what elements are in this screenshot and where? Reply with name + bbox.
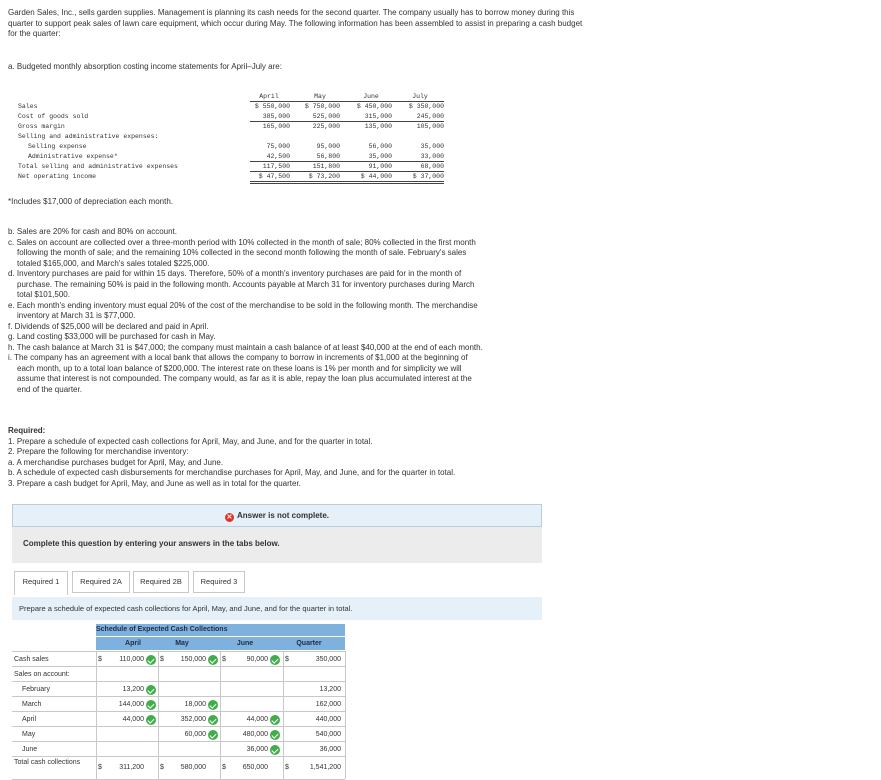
col-header-quarter: Quarter: [296, 640, 322, 647]
is-header-april: April: [259, 93, 279, 100]
tab-required-2a[interactable]: Required 2A: [72, 571, 130, 593]
dollar-sign: $: [222, 656, 226, 663]
item-line: assume that interest is not compounded. The company would, as far as it is able, repay the loan plus accumulated interest at the: [17, 374, 472, 383]
check-icon: [270, 745, 280, 755]
is-cell: $ 44,000: [360, 173, 392, 180]
is-row-label: Administrative expense*: [28, 153, 118, 160]
input-cash-sales-june[interactable]: 90,000: [246, 656, 268, 663]
check-icon: [146, 655, 156, 665]
is-row-label: Gross margin: [18, 123, 65, 130]
input-april-may[interactable]: 352,000: [180, 716, 206, 723]
required-line: b. A schedule of expected cash disbursements for merchandise purchases for April, May, and June, and for the quarter in total.: [8, 468, 456, 477]
dollar-sign: $: [98, 764, 102, 771]
is-header-july: July: [412, 93, 428, 100]
input-may-june[interactable]: 480,000: [242, 731, 268, 738]
is-cell: 95,000: [316, 143, 340, 150]
is-cell: $ 450,000: [356, 103, 392, 110]
instruction-bar: [12, 597, 542, 620]
is-cell: 385,000: [262, 113, 290, 120]
input-cash-sales-april[interactable]: 110,000: [119, 656, 144, 663]
is-cell: 225,000: [312, 123, 340, 130]
is-cell: 33,000: [420, 153, 444, 160]
schedule-table: [12, 624, 345, 780]
item-line: purchase. The remaining 50% is paid in the following month. Accounts payable at March 31 for inventory purchases during March: [17, 279, 475, 289]
row-label-may: May: [22, 731, 36, 738]
row-label-total: Total cash collections: [14, 759, 81, 766]
item-line: total $101,500.: [17, 290, 70, 299]
required-heading: Required:: [8, 426, 46, 435]
is-cell: 315,000: [364, 113, 392, 120]
required-section: [8, 426, 598, 489]
item-line: totaled $165,000, and March's sales totaled $225,000.: [17, 258, 210, 268]
error-icon: ✕: [226, 514, 233, 521]
dollar-sign: $: [160, 656, 164, 663]
is-cell: 135,000: [364, 123, 392, 130]
total-quarter: 1,541,200: [309, 764, 341, 771]
input-may-may[interactable]: 60,000: [184, 731, 206, 738]
is-row-label: Cost of goods sold: [18, 113, 89, 120]
input-june-june[interactable]: 36,000: [246, 746, 268, 753]
tab-required-2b[interactable]: Required 2B: [133, 571, 189, 593]
item-line: b. Sales are 20% for cash and 80% on account.: [8, 227, 177, 236]
april-quarter: 440,000: [315, 716, 341, 723]
june-quarter: 36,000: [319, 746, 341, 753]
is-cell: 151,800: [312, 163, 340, 170]
is-cell: 68,000: [420, 163, 444, 170]
item-line: i. The company has an agreement with a local bank that allows the company to borrow in increments of $1,000 at the beginning of: [8, 353, 468, 362]
row-label-march: March: [22, 701, 42, 708]
tab-required-1[interactable]: Required 1: [14, 571, 68, 595]
instruction-text: Prepare a schedule of expected cash collections for April, May, and June, and for the quarter in total.: [19, 604, 353, 613]
footnote: *Includes $17,000 of depreciation each month.: [8, 197, 174, 206]
item-line: inventory at March 31 is $77,000.: [17, 311, 136, 320]
item-line: end of the quarter.: [17, 384, 82, 394]
is-cell: 105,000: [416, 123, 444, 130]
is-cell: 525,000: [312, 113, 340, 120]
is-cell: 56,800: [316, 153, 340, 160]
check-icon: [270, 715, 280, 725]
required-line: 2. Prepare the following for merchandise inventory:: [8, 447, 189, 456]
is-cell: $ 73,200: [308, 173, 340, 180]
is-cell: 165,000: [262, 123, 290, 130]
is-cell: $ 750,000: [304, 103, 340, 110]
is-row-label: Net operating income: [18, 173, 97, 180]
item-line: e. Each month's ending inventory must equal 20% of the cost of the merchandise to be sold in the following month. The merchandise: [8, 300, 478, 310]
complete-message-box: [12, 527, 542, 563]
input-april-april[interactable]: 44,000: [122, 716, 144, 723]
is-cell: 75,000: [266, 143, 290, 150]
item-line: d. Inventory purchases are paid for within 15 days. Therefore, 50% of a month's inventory purchases are paid for in the month of: [8, 269, 462, 278]
may-quarter: 540,000: [315, 731, 341, 738]
input-march-april[interactable]: 144,000: [118, 701, 144, 708]
income-statement: [14, 92, 444, 182]
input-march-may[interactable]: 18,000: [184, 701, 206, 708]
total-april: 311,200: [119, 764, 144, 771]
item-line: h. The cash balance at March 31 is $47,000; the company must maintain a cash balance of at least $40,000 at the end of each month.: [8, 342, 483, 352]
is-header-may: May: [314, 93, 326, 100]
col-header-june: June: [236, 640, 254, 647]
status-banner: [12, 504, 542, 527]
february-quarter: 13,200: [319, 686, 341, 693]
check-icon: [208, 655, 218, 665]
item-line: g. Land costing $33,000 will be purchased for cash in May.: [8, 332, 216, 341]
input-february-april[interactable]: 13,200: [122, 686, 144, 693]
row-label-cash-sales: Cash sales: [14, 656, 49, 663]
is-cell: $ 47,500: [258, 173, 290, 180]
col-header-april: April: [125, 640, 141, 647]
problem-intro: Garden Sales, Inc., sells garden supplies. Management is planning its cash needs for the second quarter. The company usually has to borrow money during this quarter to support peak sales of lawn care equipment, which occur during May. The following information has been assembled to assist in preparing a cash budget for the quarter:: [8, 8, 583, 38]
check-icon: [270, 730, 280, 740]
complete-message: Complete this question by entering your answers in the tabs below.: [23, 539, 280, 548]
dollar-sign: $: [285, 656, 289, 663]
is-cell: 245,000: [416, 113, 444, 120]
is-header-june: June: [363, 93, 379, 100]
is-cell: 117,500: [262, 163, 290, 170]
item-line: f. Dividends of $25,000 will be declared and paid in April.: [8, 321, 209, 331]
is-cell: 35,000: [368, 153, 392, 160]
input-april-june[interactable]: 44,000: [246, 716, 268, 723]
is-cell: 56,000: [368, 143, 392, 150]
schedule-title: Schedule of Expected Cash Collections: [96, 626, 228, 633]
dollar-sign: $: [222, 764, 226, 771]
is-cell: 42,500: [266, 153, 290, 160]
required-line: a. A merchandise purchases budget for April, May, and June.: [8, 457, 224, 467]
check-icon: [270, 655, 280, 665]
check-icon: [208, 715, 218, 725]
is-cell: $ 550,000: [254, 103, 290, 110]
dollar-sign: $: [160, 764, 164, 771]
row-label-february: February: [22, 686, 51, 693]
check-icon: [146, 700, 156, 710]
is-cell: 35,000: [420, 143, 444, 150]
dollar-sign: $: [285, 764, 289, 771]
required-line: 1. Prepare a schedule of expected cash collections for April, May, and June, and for the quarter in total.: [8, 436, 373, 446]
is-cell: 91,000: [368, 163, 392, 170]
col-header-may: May: [175, 640, 189, 647]
item-line: following the month of sale; and the remaining 10% collected in the second month following the month of sale. February's sales: [17, 248, 467, 257]
dollar-sign: $: [98, 656, 102, 663]
check-icon: [208, 730, 218, 740]
is-row-label: Sales: [18, 103, 38, 110]
march-quarter: 162,000: [315, 701, 341, 708]
check-icon: [146, 685, 156, 695]
tab-required-3[interactable]: Required 3: [193, 571, 245, 593]
is-row-label: Total selling and administrative expenses: [18, 163, 178, 170]
check-icon: [208, 700, 218, 710]
total-june: 650,000: [242, 764, 268, 771]
row-label-april: April: [22, 716, 37, 723]
item-a-text: a. Budgeted monthly absorption costing income statements for April–July are:: [8, 62, 282, 71]
input-cash-sales-may[interactable]: 150,000: [180, 656, 206, 663]
total-may: 580,000: [180, 764, 206, 771]
row-label-sales-on-account: Sales on account:: [14, 671, 70, 678]
required-line: 3. Prepare a cash budget for April, May, and June as well as in total for the quarter.: [8, 478, 301, 488]
is-row-label: Selling and administrative expenses:: [18, 133, 159, 140]
items-list: [8, 227, 598, 395]
row-label-june: June: [22, 746, 38, 753]
is-cell: $ 350,000: [408, 103, 444, 110]
is-cell: $ 37,000: [412, 173, 444, 180]
cash-sales-quarter: 350,000: [315, 656, 341, 663]
is-row-label: Selling expense: [28, 143, 87, 150]
check-icon: [146, 715, 156, 725]
status-text: Answer is not complete.: [236, 511, 330, 520]
item-line: each month, up to a total loan balance of $200,000. The interest rate on these loans is 1% per month and for simplicity we will: [17, 363, 462, 373]
item-line: c. Sales on account are collected over a three-month period with 10% collected in the month of sale; 80% collected in the first month: [8, 237, 476, 247]
